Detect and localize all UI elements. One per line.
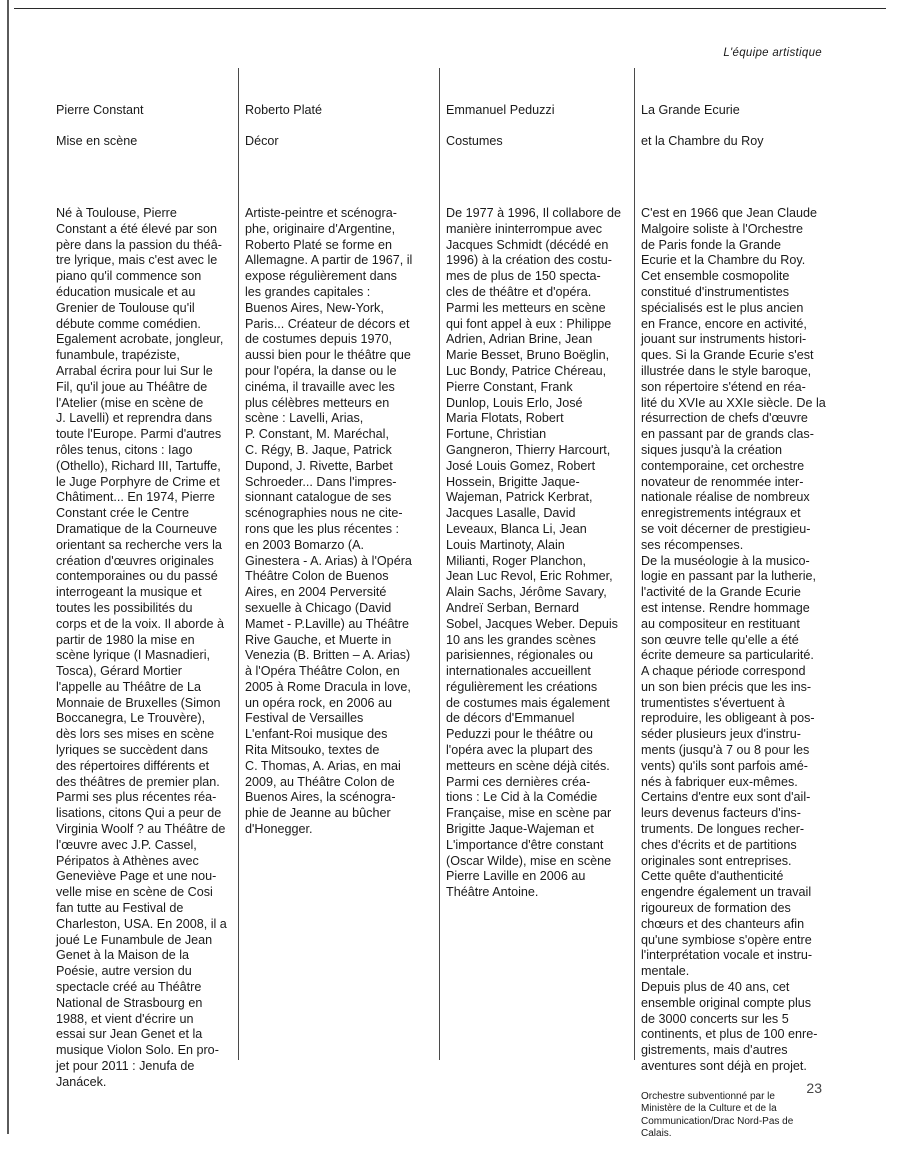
biography-text: De 1977 à 1996, Il collabore de manière ininterrompue avec Jacques Schmidt (décédé en 1996) à la création des costu- mes de plus de 150 specta- cles de théâtre et d'opéra. Parmi les metteurs en scène qui font appel à eux : Philippe Adrien, Adrian Brine, Jean Marie Besset, Bruno Boëglin, Luc Bondy, Patrice Chéreau, Pierre Constant, Frank Dunlop, Louis Erlo, José Maria Flotats, Robert Fortune, Christian Gangneron, Thierry Harcourt, José Louis Gomez, Robert Hossein, Brigitte Jaque- Wajeman, Patrick Kerbrat, Jacques Lasalle, David Leveaux, Blanca Li, Jean Louis Martinoty, Alain Milianti, Roger Planchon, Jean Luc Revol, Eric Rohmer, Alain Sachs, Jérôme Savary, Andreï Serban, Bernard Sobel, Jacques Weber. Depuis 10 ans les grandes scènes parisiennes, régionales ou internationales accueillent régulièrement les créations de costumes mais également de décors d'Emmanuel Peduzzi pour le théâtre ou l'opéra avec la plupart des metteurs en scène déjà cités. Parmi ces dernières créa- tions : Le Cid à la Comédie Française, mise en scène par Brigitte Jaque-Wajeman et L'importance d'être constant (Oscar Wilde), mise en scène Pierre Laville en 2006 au Théâtre Antoine. xyxy=(446,205,622,900)
column-pierre-constant xyxy=(50,68,238,1089)
funding-note: Orchestre subventionné par le Ministère de la Culture et de la Communication/Drac Nord-Pas de Calais. xyxy=(641,1090,794,1140)
biography-text: C'est en 1966 que Jean Claude Malgoire soliste à l'Orchestre de Paris fonde la Grande Ecurie et la Chambre du Roy. Cet ensemble cosmopolite constitué d'instrumentistes spécialisés est le plus ancien en France, encore en activité, jouant sur instruments histori- ques. Si la Grande Ecurie s'est illustrée dans le style baroque, son répertoire s'étend en réa- lité du XVIe au XXIe siècle. De la résurrection de chefs d'œuvre en passant par de grands clas- siques jusqu'à la création contemporaine, cet orchestre novateur de renommée inter- nationale réalise de nombreux enregistrements intégraux et se voit décerner de prestigieu- ses récompenses. De la muséologie à la musico- logie en passant par la lutherie, l'activité de la Grande Ecurie est intense. Rendre hommage au compositeur en restituant son œuvre telle qu'elle a été écrite demeure sa particularité. A chaque période correspond un son bien précis que les ins- trumentistes s'évertuent à reproduire, les obligeant à pos- séder plusieurs jeux d'instru- ments (jusqu'à 7 ou 8 pour les vents) qu'ils sont parfois amé- nés à fabriquer eux-mêmes. Certains d'entre eux sont d'ail- leurs devenus facteurs d'ins- truments. De longues recher- ches d'écrits et de partitions originales sont entreprises. Cette quête d'authenticité engendre également un travail rigoureux de formation des chœurs et des chanteurs afin qu'une symbiose s'opère entre l'interprétation vocale et instru- mentale. Depuis plus de 40 ans, cet ensemble original compte plus de 3000 concerts sur les 5 continents, et plus de 100 enre- gistrements, mais d'autres aventures sont déjà en projet. xyxy=(641,205,826,1074)
section-title: L'équipe artistique xyxy=(723,47,822,59)
person-name: Emmanuel Peduzzi xyxy=(446,102,555,117)
page-number: 23 xyxy=(806,1080,822,1096)
biography-text: Artiste-peintre et scénogra- phe, originaire d'Argentine, Roberto Platé se forme en Allemagne. A partir de 1967, il expose régulièrement dans les grandes capitales : Buenos Aires, New-York, Paris... Créateur de décors et de costumes depuis 1970, aussi bien pour le théâtre que pour l'opéra, la danse ou le cinéma, il travaille avec les plus célèbres metteurs en scène : Lavelli, Arias, P. Constant, M. Maréchal, C. Régy, B. Jaque, Patrick Dupond, J. Rivette, Barbet Schroeder... Dans l'impres- sionnant catalogue de ses scénographies nous ne cite- rons que les plus récentes : en 2003 Bomarzo (A. Ginestera - A. Arias) à l'Opéra Théâtre Colon de Buenos Aires, en 2004 Perversité sexuelle à Chicago (David Mamet - P.Laville) au Théâtre Rive Gauche, et Muerte in Venezia (B. Britten – A. Arias) à l'Opéra Théâtre Colon, en 2005 à Rome Dracula in love, un opéra rock, en 2006 au Festival de Versailles L'enfant-Roi musique des Rita Mitsouko, textes de C. Thomas, A. Arias, en mai 2009, au Théâtre Colon de Buenos Aires, la scénogra- phie de Jeanne au bûcher d'Honegger. xyxy=(245,205,413,837)
column-roberto-plate xyxy=(238,68,434,1060)
biography-text: Né à Toulouse, Pierre Constant a été élevé par son père dans la passion du théâ- tre lyrique, mais c'est avec le piano qu'il commence son éducation musicale et au Grenier de Toulouse qu'il débute comme comédien. Egalement acrobate, jongleur, funambule, trapéziste, Arrabal écrira pour lui Sur le Fil, qu'il joue au Théâtre de l'Atelier (mise en scène de J. Lavelli) et reprendra dans toute l'Europe. Parmi d'autres rôles tenus, citons : Iago (Othello), Richard III, Tartuffe, le Juge Porphyre de Crime et Châtiment... En 1974, Pierre Constant crée le Centre Dramatique de la Courneuve orientant sa recherche vers la création d'œuvres originales contemporaines ou du passé interrogeant la musique et toutes les possibilités du corps et de la voix. Il aborde à partir de 1980 la mise en scène lyrique (I Masnadieri, Tosca), Gérard Mortier l'appelle au Théâtre de La Monnaie de Bruxelles (Simon Boccanegra, Le Trouvère), dès lors ses mises en scène lyriques se succèdent dans des répertoires différents et des théâtres de premier plan. Parmi ses plus récentes réa- lisations, citons Qui a peur de Virginia Woolf ? au Théâtre de l'œuvre avec J.P. Cassel, Péripatos à Athènes avec Geneviève Page et une nou- velle mise en scène de Cosi fan tutte au Festival de Charleston, USA. En 2008, il a joué Le Funambule de Jean Genet à la Maison de la Poésie, autre version du spectacle créé au Théâtre National de Strasbourg en 1988, et vient d'écrire un essai sur Jean Genet et la musique Violon Solo. En pro- jet pour 2011 : Jenufa de Janácek. xyxy=(56,205,227,1089)
column-header xyxy=(56,86,238,165)
column-header xyxy=(641,86,834,165)
page-edge-line xyxy=(7,0,9,1134)
top-border-line xyxy=(14,8,886,9)
column-header xyxy=(446,86,634,165)
column-header xyxy=(245,86,434,165)
person-role: Costumes xyxy=(446,134,503,149)
column-emmanuel-peduzzi xyxy=(439,68,634,1060)
ensemble-name: La Grande Ecurie xyxy=(641,102,740,117)
ensemble-name-continued: et la Chambre du Roy xyxy=(641,134,764,149)
person-name: Pierre Constant xyxy=(56,102,144,117)
person-role: Mise en scène xyxy=(56,134,138,149)
person-name: Roberto Platé xyxy=(245,102,323,117)
person-role: Décor xyxy=(245,134,279,149)
